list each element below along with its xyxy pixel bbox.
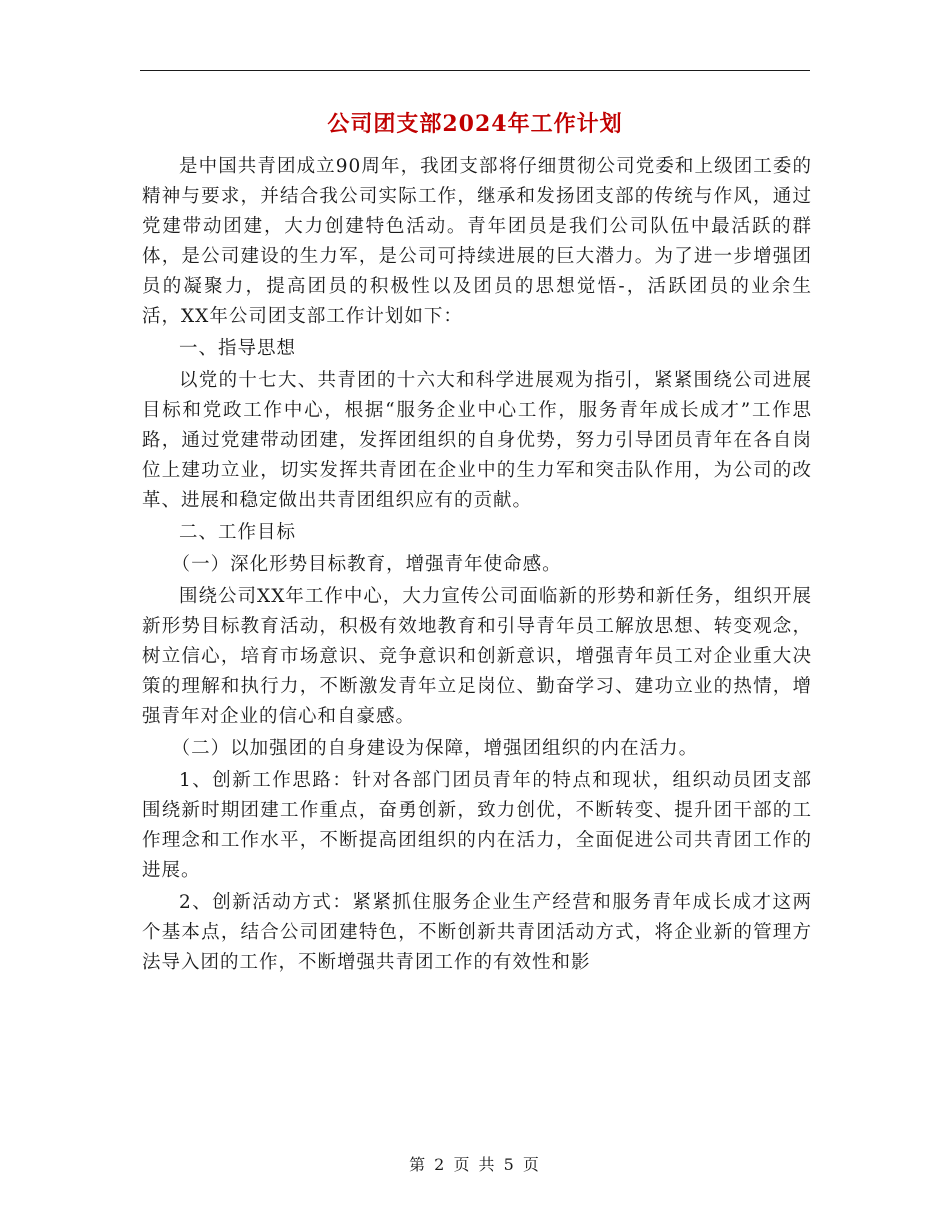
paragraph-item-2: 2、创新活动方式：紧紧抓住服务企业生产经营和服务青年成长成才这两个基本点，结合公司团建特色，不断创新共青团活动方式，将企业新的管理方法导入团的工作，不断增强共青团工作的有效性和影: [142, 892, 812, 973]
paragraph-item-1: 1、创新工作思路：针对各部门团员青年的特点和现状，组织动员团支部围绕新时期团建工作重点，奋勇创新，致力创优，不断转变、提升团干部的工作理念和工作水平，不断提高团组织的内在活力，全面促进公司共青团工作的进展。: [142, 770, 812, 881]
section-heading-work-goals: 二、工作目标: [179, 522, 297, 543]
document-body: [142, 152, 812, 980]
paragraph-intro: 是中国共青团成立90周年，我团支部将仔细贯彻公司党委和上级团工委的精神与要求，并结合我公司实际工作，继承和发扬团支部的传统与作风，通过党建带动团建，大力创建特色活动。青年团员是我们公司队伍中最活跃的群体，是公司建设的生力军，是公司可持续进展的巨大潜力。为了进一步增强团员的凝聚力，提高团员的积极性以及团员的思想觉悟-，活跃团员的业余生活，XX年公司团支部工作计划如下：: [142, 156, 812, 327]
paragraph-goal-1: 围绕公司XX年工作中心，大力宣传公司面临新的形势和新任务，组织开展新形势目标教育活动，积极有效地教育和引导青年员工解放思想、转变观念，树立信心，培育市场意识、竞争意识和创新意识，增强青年员工对企业重大决策的理解和执行力，不断激发青年立足岗位、勤奋学习、建功立业的热情，增强青年对企业的信心和自豪感。: [142, 586, 812, 727]
section-heading-guiding-ideology: 一、指导思想: [179, 338, 297, 359]
document-title: 公司团支部2024年工作计划: [327, 111, 623, 137]
subheading-goal-2: （二）以加强团的自身建设为保障，增强团组织的内在活力。: [171, 738, 699, 759]
paragraph-guiding-ideology: 以党的十七大、共青团的十六大和科学进展观为指引，紧紧围绕公司进展目标和党政工作中心，根据“服务企业中心工作，服务青年成长成才”工作思路，通过党建带动团建，发挥团组织的自身优势，努力引导团员青年在各自岗位上建功立业，切实发挥共青团在企业中的生力军和突击队作用，为公司的改革、进展和稳定做出共青团组织应有的贡献。: [142, 370, 812, 511]
subheading-goal-1: （一）深化形势目标教育，增强青年使命感。: [171, 554, 562, 575]
page-number-footer: 第 2 页 共 5 页: [409, 1155, 541, 1174]
header-rule: [140, 70, 810, 71]
